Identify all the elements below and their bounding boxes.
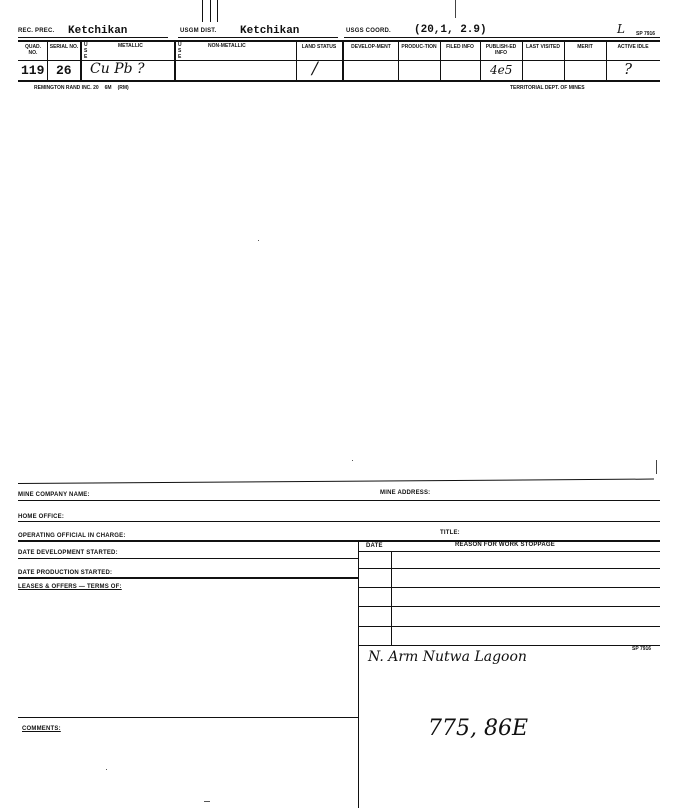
active-idle-value: ?	[624, 60, 633, 78]
scan-mark	[217, 0, 218, 22]
col-filed-info: FILED INFO	[446, 44, 474, 50]
col-merit: MERIT	[577, 44, 593, 50]
scan-speck	[258, 240, 259, 241]
mine-company-label: MINE COMPANY NAME:	[18, 492, 90, 498]
column-divider	[296, 40, 297, 82]
column-divider	[480, 40, 481, 82]
date-development-rule	[18, 558, 358, 559]
printer-name: REMINGTON RAND INC. 20	[34, 85, 99, 91]
date-production-rule	[18, 577, 358, 579]
scan-speck	[106, 769, 107, 770]
scan-mark	[455, 0, 456, 18]
date-production-label: DATE PRODUCTION STARTED:	[18, 570, 113, 576]
stoppage-row-rule	[358, 568, 660, 569]
scan-mark	[210, 0, 211, 22]
column-divider	[606, 40, 607, 82]
col-use-metallic: U S E	[84, 42, 88, 60]
stoppage-left-border	[358, 540, 359, 808]
col-non-metallic: NON-METALLIC	[208, 43, 246, 49]
rec-prec-label: REC. PREC.	[18, 28, 55, 34]
col-quad-no: QUAD. NO.	[24, 44, 42, 56]
stoppage-row-rule	[358, 626, 660, 627]
column-divider	[398, 40, 399, 82]
col-serial-no: SERIAL NO.	[49, 44, 79, 50]
column-divider	[440, 40, 441, 82]
column-divider	[564, 40, 565, 82]
title-label: TITLE:	[440, 530, 460, 536]
lower-form-number: SP 7916	[632, 646, 652, 652]
rec-prec-value: Ketchikan	[68, 25, 128, 37]
home-office-label: HOME OFFICE:	[18, 514, 65, 520]
scan-mark	[656, 460, 657, 474]
published-info-value: 4e5	[490, 63, 513, 77]
comments-top-rule	[18, 717, 358, 718]
printer-line	[34, 85, 129, 91]
company-rule	[18, 479, 654, 484]
land-status-value: /	[312, 59, 318, 79]
printer-mark: 6M	[104, 85, 112, 91]
comments-label: COMMENTS:	[22, 726, 61, 732]
header-underline	[178, 37, 338, 38]
col-published-info: PUBLISH-ED INFO	[485, 44, 517, 56]
leases-label: LEASES & OFFERS — TERMS OF:	[18, 584, 122, 590]
serial-no-value: 26	[56, 63, 72, 78]
header-underline	[18, 37, 168, 38]
mine-address-label: MINE ADDRESS:	[380, 490, 431, 496]
quad-no-value: 119	[21, 63, 45, 78]
stoppage-header-rule	[358, 551, 660, 552]
stoppage-reason-header: REASON FOR WORK STOPPAGE	[455, 542, 555, 548]
stoppage-row-rule	[358, 587, 660, 588]
company-underline	[18, 500, 660, 501]
usgm-dist-value: Ketchikan	[240, 25, 300, 37]
usgs-coord-value: (20,1, 2.9)	[414, 24, 487, 36]
scan-mark	[202, 0, 203, 22]
col-development: DEVELOP-MENT	[351, 44, 391, 50]
operating-rule	[18, 540, 660, 542]
stoppage-date-divider	[391, 551, 392, 645]
col-active-idle: ACTIVE IDLE	[617, 44, 649, 50]
scan-speck	[352, 460, 353, 461]
column-divider	[80, 40, 82, 82]
handwritten-coords: 775, 86E	[428, 716, 529, 741]
date-development-label: DATE DEVELOPMENT STARTED:	[18, 550, 118, 556]
col-land-status: LAND STATUS	[301, 44, 337, 50]
column-divider	[174, 40, 176, 82]
col-metallic: METALLIC	[118, 43, 143, 49]
printer-code: (RM)	[117, 85, 129, 91]
corner-mark: L	[617, 22, 625, 36]
col-last-visited: LAST VISITED	[526, 44, 560, 50]
stoppage-date-header: DATE	[366, 543, 383, 549]
home-office-rule	[18, 521, 660, 522]
col-production: PRODUC-TION	[401, 44, 437, 50]
metallic-value: Cu Pb ?	[90, 61, 145, 77]
column-divider	[342, 40, 344, 82]
column-divider	[47, 40, 48, 82]
usgm-dist-label: USGM DIST.	[180, 28, 217, 34]
usgs-coord-label: USGS COORD.	[346, 28, 391, 34]
operating-official-label: OPERATING OFFICIAL IN CHARGE:	[18, 533, 126, 539]
form-number: SP 7916	[636, 31, 656, 37]
handwritten-location: N. Arm Nutwa Lagoon	[368, 649, 527, 665]
department-label: TERRITORIAL DEPT. OF MINES	[510, 85, 585, 91]
stoppage-row-rule	[358, 606, 660, 607]
column-divider	[522, 40, 523, 82]
header-underline	[344, 37, 660, 38]
stoppage-row-rule	[358, 645, 660, 646]
scan-speck	[204, 801, 210, 802]
col-use-nonmetallic: U S E	[178, 42, 182, 60]
